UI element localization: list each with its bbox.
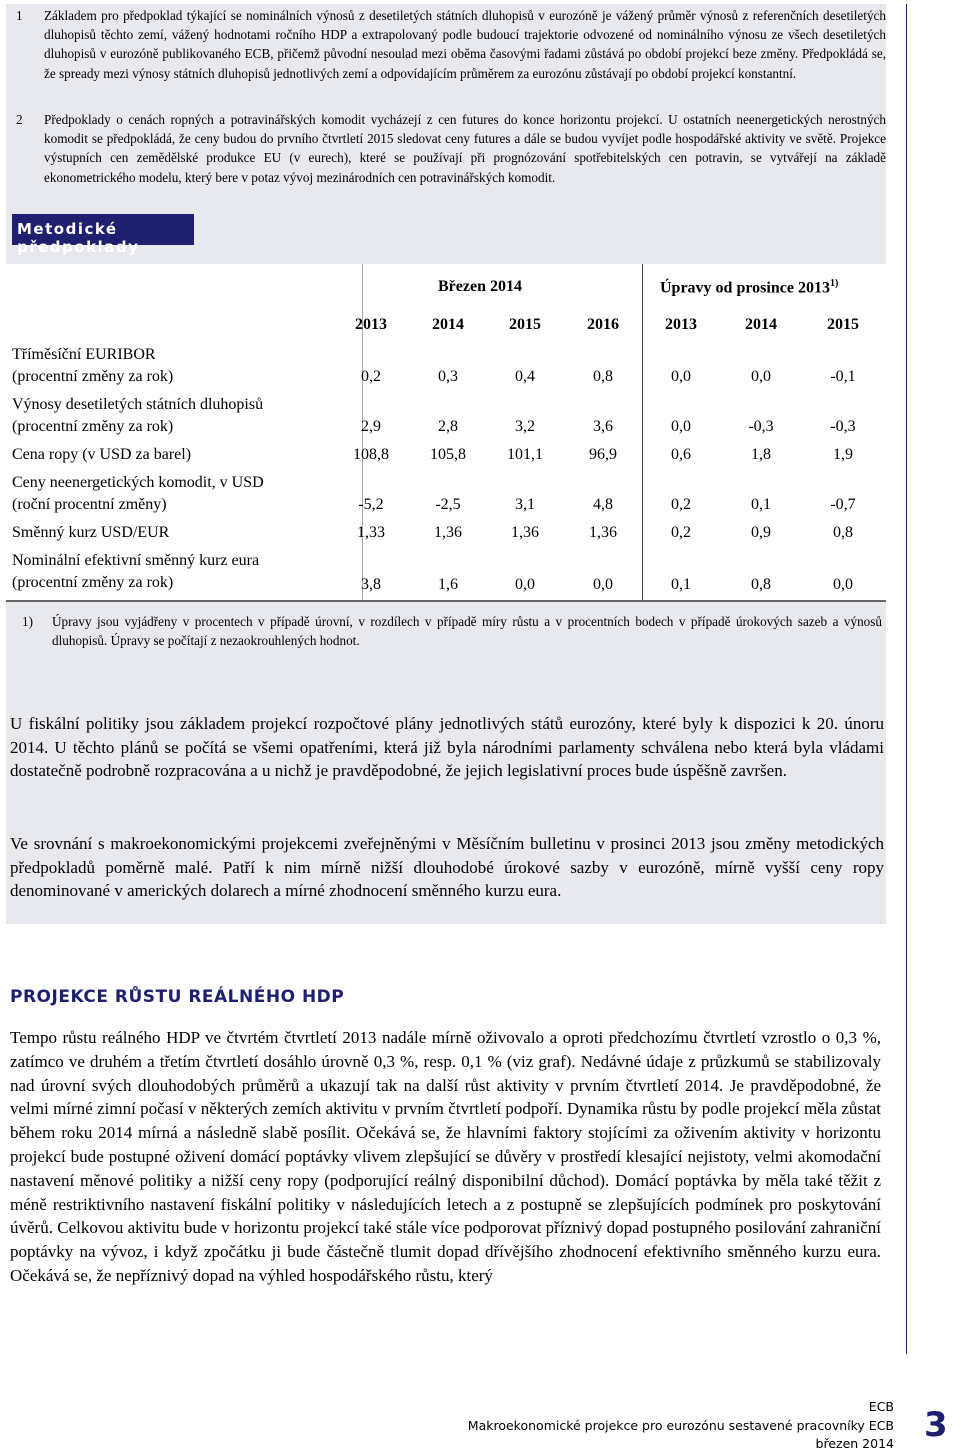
assumptions-table [6,264,886,600]
table-cell: 0,4 [515,368,535,385]
table-cell: 1,36 [434,524,462,541]
table-cell: 1,9 [833,446,853,463]
footer-ecb: ECB [868,1399,894,1414]
table-cell: 101,1 [507,446,543,463]
table-cell: 0,0 [671,418,691,435]
year-header: 2013 [355,316,387,333]
table-cell: 3,1 [515,496,535,513]
table-row-label: Výnosy desetiletých státních dluhopisů (procentní změny za rok) [12,396,264,435]
table-cell: 2,8 [438,418,458,435]
table-cell: 3,6 [593,418,613,435]
footnotes-box: 1 Základem pro předpoklad týkající se nominálních výnosů z desetiletých státních dluhopisů v eurozóně je vážený průměr výnosů z referenčních desetiletých dluhopisů těchto zemí, vážený hodnotami ročního HDP a extrapolovaný podle budoucí trajektorie odvozené od nominálního výnosu ze všech desetiletých dluhopisů v eurozóně publikovaného ECB, přičemž původní nesoulad mezi oběma časovými řadami zůstává po období projekcí beze změny. Předpokládá se, že spready mezi výnosy státních dluhopisů jednotlivých zemí a odpovídajícím průměrem za eurozónu zůstávají po období projekcí konstantní. 2 Předpoklady o cenách ropných a potravinářských komodit vycházejí z cen futures do konce horizontu projekcí. U ostatních neenergetických nerostných komodit se předpokládá, že ceny budou do prvního čtvrtletí 2015 sledovat ceny futures a dále se budou vyvíjet podle hospodářské aktivity ve světě. Projekce výstupních cen zemědělské produkce EU (v eurech), které se používají při prognózování spotřebitelských cen potravin, se vytvářejí na základě ekonometrického modelu, který bere v potaz vývoj mezinárodních cen potravinářských komodit. Metodické předpoklady [6,4,886,264]
footer-publication-title: Makroekonomické projekce pro eurozónu sestavené pracovníky ECB [467,1418,894,1433]
table-cell: 4,8 [593,496,613,513]
section-title: PROJEKCE RŮSTU REÁLNÉHO HDP [10,987,345,1007]
header-group-march: Březen 2014 [438,278,522,295]
table-cell: 1,36 [589,524,617,541]
table-cell: 3,8 [361,576,381,593]
table-row-label: Tříměsíční EURIBOR (procentní změny za rok) [12,346,174,385]
table-cell: 108,8 [353,446,389,463]
year-header: 2013 [665,316,697,333]
table-cell: 0,8 [833,524,853,541]
table-cell: 0,0 [833,576,853,593]
year-header: 2016 [587,316,619,333]
table-bottom-rule [6,600,886,602]
table-cell: -0,1 [830,368,856,385]
footer-date: březen 2014 [815,1436,894,1451]
table-cell: 0,0 [671,368,691,385]
year-header: 2015 [509,316,541,333]
table-cell: 0,0 [593,576,613,593]
page-number: 3 [924,1405,948,1445]
table-cell: 0,8 [751,576,771,593]
table-cell: 0,2 [361,368,381,385]
table-cell: 0,0 [751,368,771,385]
table-row-label: Cena ropy (v USD za barel) [12,446,192,463]
table-cell: 0,8 [593,368,613,385]
year-header: 2014 [745,316,777,333]
table-row-label: Nominální efektivní směnný kurz eura (procentní změny za rok) [12,552,260,591]
table-row-label: Ceny neenergetických komodit, v USD (roční procentní změny) [12,474,264,513]
fiscal-paragraph: Ve srovnání s makroekonomickými projekcemi zveřejněnými v Měsíčním bulletinu v prosinci 2013 jsou změny metodických předpokladů poměrně malé. Patří k nim mírně nižší dlouhodobé úrokové sazby v eurozóně, mírně vyšší ceny ropy denominované v amerických dolarech a mírné zhodnocení směnného kurzu eura. [10,834,884,901]
table-cell: 105,8 [430,446,466,463]
table-cell: 0,3 [438,368,458,385]
table-cell: 0,0 [515,576,535,593]
table-cell: -0,3 [830,418,856,435]
table-row-label: Směnný kurz USD/EUR [12,524,170,541]
fiscal-paragraph: U fiskální politiky jsou základem projekcí rozpočtové plány jednotlivých států eurozóny, které byly k dispozici k 20. únoru 2014. U těchto plánů se počítá se všemi opatřeními, která již byla národními parlamenty schválena nebo která byla vládami dostatečně podrobně rozpracována a u nichž je pravděpodobné, že jejich legislativní proces bude úspěšně završen. [10,714,884,781]
table-cell: 96,9 [589,446,617,463]
table-cell: 1,33 [357,524,385,541]
table-cell: -5,2 [358,496,384,513]
table-cell: 2,9 [361,418,381,435]
table-cell: 0,6 [671,446,691,463]
table-cell: 1,6 [438,576,458,593]
year-header: 2015 [827,316,859,333]
assumptions-table-box: Březen 2014 Úpravy od prosince 2013$^{1)}$ 2013 2014 2015 2016 2013 2014 2015 Tříměsíční EURIBOR (procentní změny za rok) 0,2 0,3 0,4 0,8 0,0 0,0 -0,1 Výnosy desetiletých státních dluhopisů (procentní změny za rok) 2,9 2,8 3,2 3,6 0,0 -0,3 -0,3 Cena ropy (v USD za barel) 108,8 105,8 101,1 96,9 0,6 1,8 1,9 Ceny neenergetických komodit, v USD (roční procentní změny) -5,2 -2,5 3,1 4,8 0,2 0,1 -0,7 Směnný kurz USD/EUR 1,33 1,36 1,36 1,36 0,2 0,9 0,8 Nominální efektivní směnný kurz eura (procentní změny za rok) 3,8 1,6 0,0 0,0 0,1 0,8 0,0 1) Úpravy jsou vyjádřeny v procentech v případě úrovní, v rozdílech v případě míry růstu a v procentních bodech v případě úrokových sazeb a výnosů dluhopisů. Úpravy se počítají z nezaokrouhlených hodnot. [6,264,886,664]
table-cell: -2,5 [435,496,461,513]
table-cell: 0,2 [671,524,691,541]
metodicke-predpoklady-title: Metodické předpoklady [12,214,194,245]
fiscal-policy-box [6,664,886,924]
table-cell: 0,1 [671,576,691,593]
table-cell: 1,36 [511,524,539,541]
table-cell: 3,2 [515,418,535,435]
table-cell: 1,8 [751,446,771,463]
table-cell: 0,1 [751,496,771,513]
year-header: 2014 [432,316,464,333]
table-cell: -0,3 [748,418,774,435]
table-cell: -0,7 [830,496,856,513]
table-cell: 0,9 [751,524,771,541]
table-cell: 0,2 [671,496,691,513]
header-group-revisions: Úpravy od prosince 2013$^{1)}$ [660,278,839,297]
right-margin-rule [906,4,907,1354]
section-body: Tempo růstu reálného HDP ve čtvrtém čtvrtletí 2013 nadále mírně oživovalo a oproti předchozímu čtvrtletí vzrostlo o 0,3 %, zatímco ve druhém a třetím čtvrtletí dosáhlo úrovně 0,3 %, resp. 0,1 % (viz graf). Nedávné údaje z průzkumů se stabilizovaly nad úrovní svých dlouhodobých průměrů a ukazují tak na další růst aktivity v prvním čtvrtletí 2014. Je pravděpodobné, že velmi mírné zimní počasí v některých zemích aktivitu v prvním čtvrtletí podpoří. Dynamika růstu by podle projekcí měla zůstat během roku 2014 mírná a následně slabě posílit. Očekává se, že hlavními faktory stojícími za oživením aktivity v horizontu projekcí bude postupné oživení domácí poptávky vlivem zlepšující se důvěry v prostředí klesající nejistoty, velmi akomodační nastavení měnové politiky a nižší ceny ropy (podporující reálný disponibilní důchod). Domácí poptávka by měla také těžit z méně restriktivního nastavení fiskální politiky v následujících letech a z postupně se zlepšujících podmínek pro poskytování úvěrů. Celkovou aktivitu bude v horizontu projekcí také stále více podporovat příznivý dopad postupného posilování zahraniční poptávky na vývoz, i když zpočátku ji bude částečně tlumit dopad dřívějšího zhodnocení efektivního směnného kurzu eura. Očekává se, že nepříznivý dopad na výhled hospodářského růstu, který [10,1028,881,1285]
